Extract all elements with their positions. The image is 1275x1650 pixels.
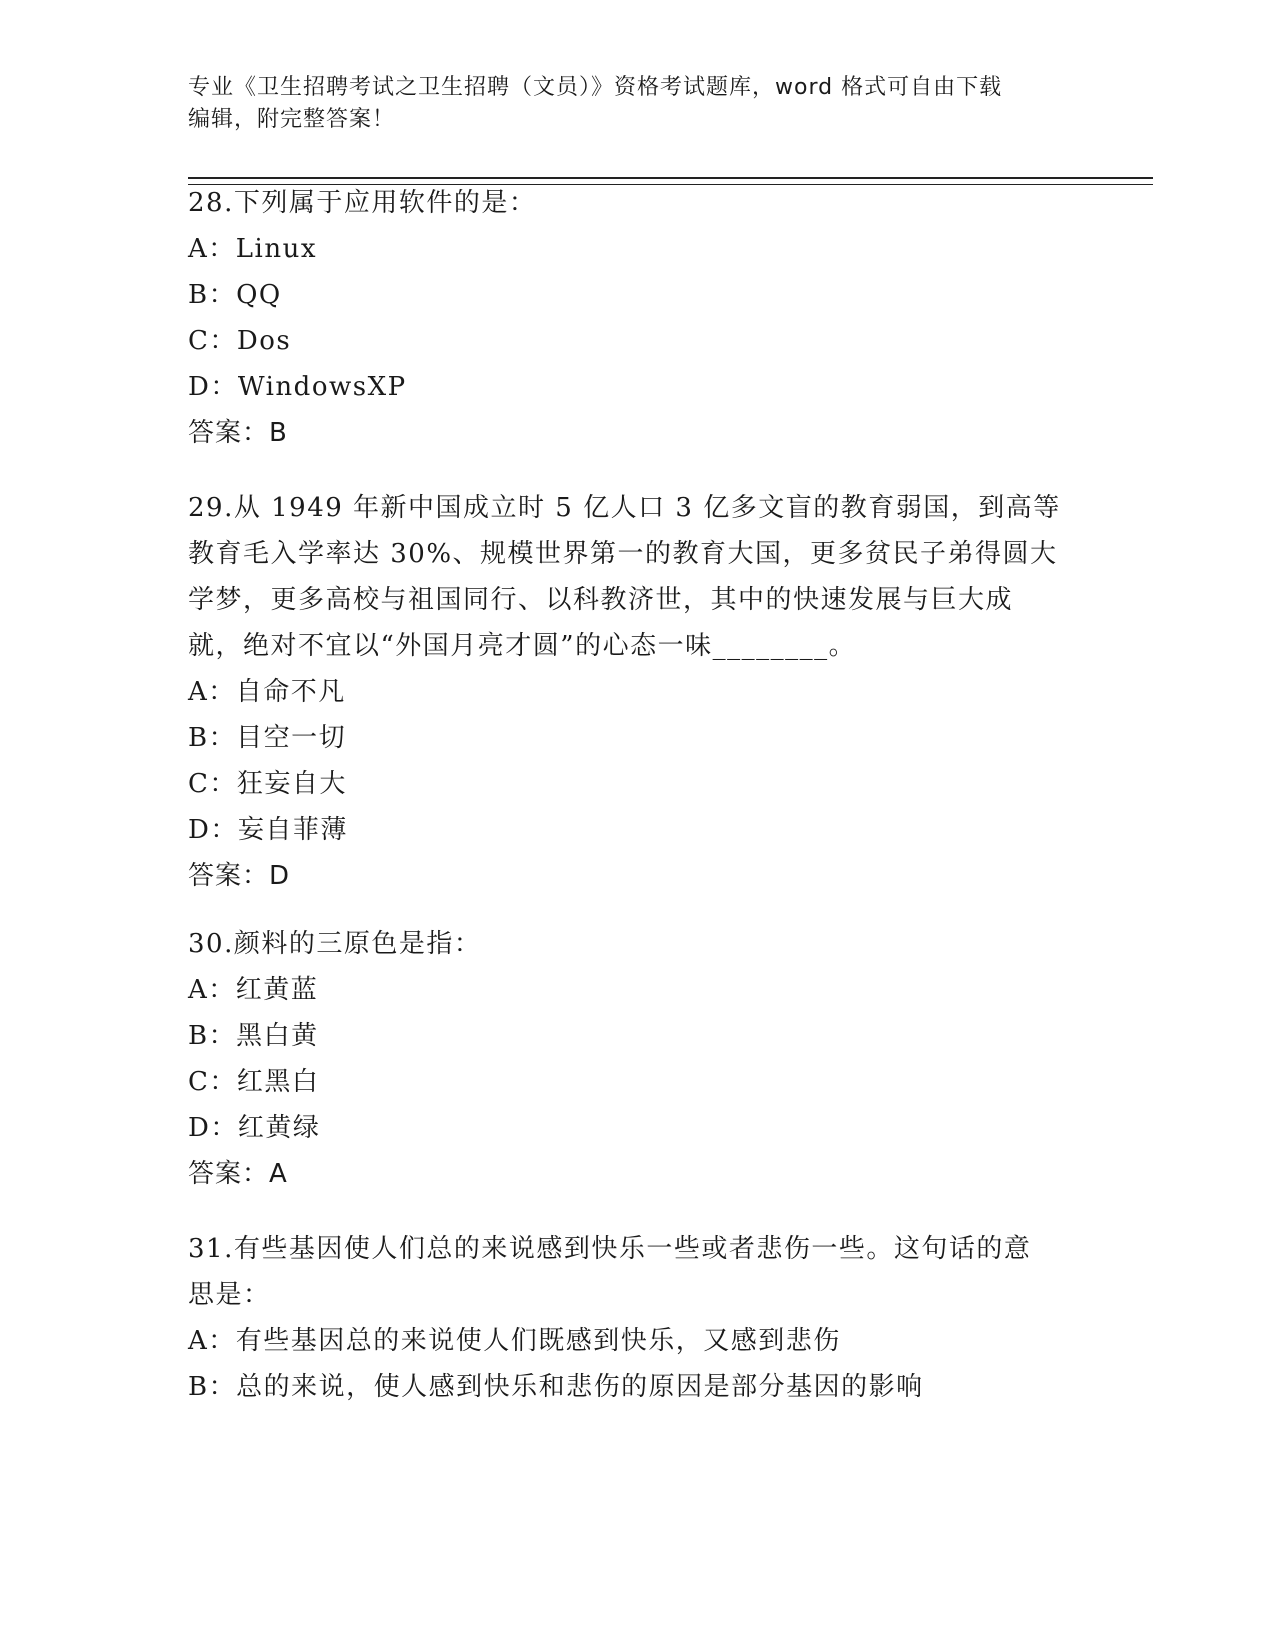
option-c: C：Dos [188,326,292,356]
option-a: A：有些基因总的来说使人们既感到快乐，又感到悲伤 [188,1326,841,1356]
question-stem: 30.颜料的三原色是指： [188,929,482,959]
option-c: C：狂妄自大 [188,769,347,799]
question-stem: 学梦，更多高校与祖国同行、以科教济世，其中的快速发展与巨大成 [188,585,1014,615]
option-b: B：黑白黄 [188,1021,319,1051]
question-30 [188,921,1088,1197]
header-line-2: 编辑，附完整答案！ [188,107,396,132]
document-header [188,72,1088,136]
question-31 [188,1226,1088,1410]
header-line-1: 专业《卫生招聘考试之卫生招聘（文员）》资格考试题库，word 格式可自由下载 [188,75,1003,100]
option-d: D：妄自菲薄 [188,815,348,845]
option-b: B：总的来说，使人感到快乐和悲伤的原因是部分基因的影响 [188,1372,924,1402]
answer-line: 答案：A [188,1159,288,1189]
question-stem: 思是： [188,1280,271,1310]
question-stem: 就，绝对不宜以“外国月亮才圆”的心态一味________。 [188,631,857,661]
option-d: D：红黄绿 [188,1113,321,1143]
answer-line: 答案：D [188,861,291,891]
option-a: A：红黄蓝 [188,975,319,1005]
question-28 [188,180,1088,456]
option-a: A：自命不凡 [188,677,346,707]
option-b: B：QQ [188,280,282,310]
option-c: C：红黑白 [188,1067,320,1097]
answer-line: 答案：B [188,418,288,448]
question-stem: 28.下列属于应用软件的是： [188,188,537,218]
question-stem: 教育毛入学率达 30%、规模世界第一的教育大国，更多贫民子弟得圆大 [188,539,1058,569]
option-b: B：目空一切 [188,723,347,753]
question-stem: 29.从 1949 年新中国成立时 5 亿人口 3 亿多文盲的教育弱国，到高等 [188,493,1061,523]
question-stem: 31.有些基因使人们总的来说感到快乐一些或者悲伤一些。这句话的意 [188,1234,1032,1264]
option-d: D：WindowsXP [188,372,407,402]
option-a: A：Linux [188,234,318,264]
question-29 [188,485,1088,899]
